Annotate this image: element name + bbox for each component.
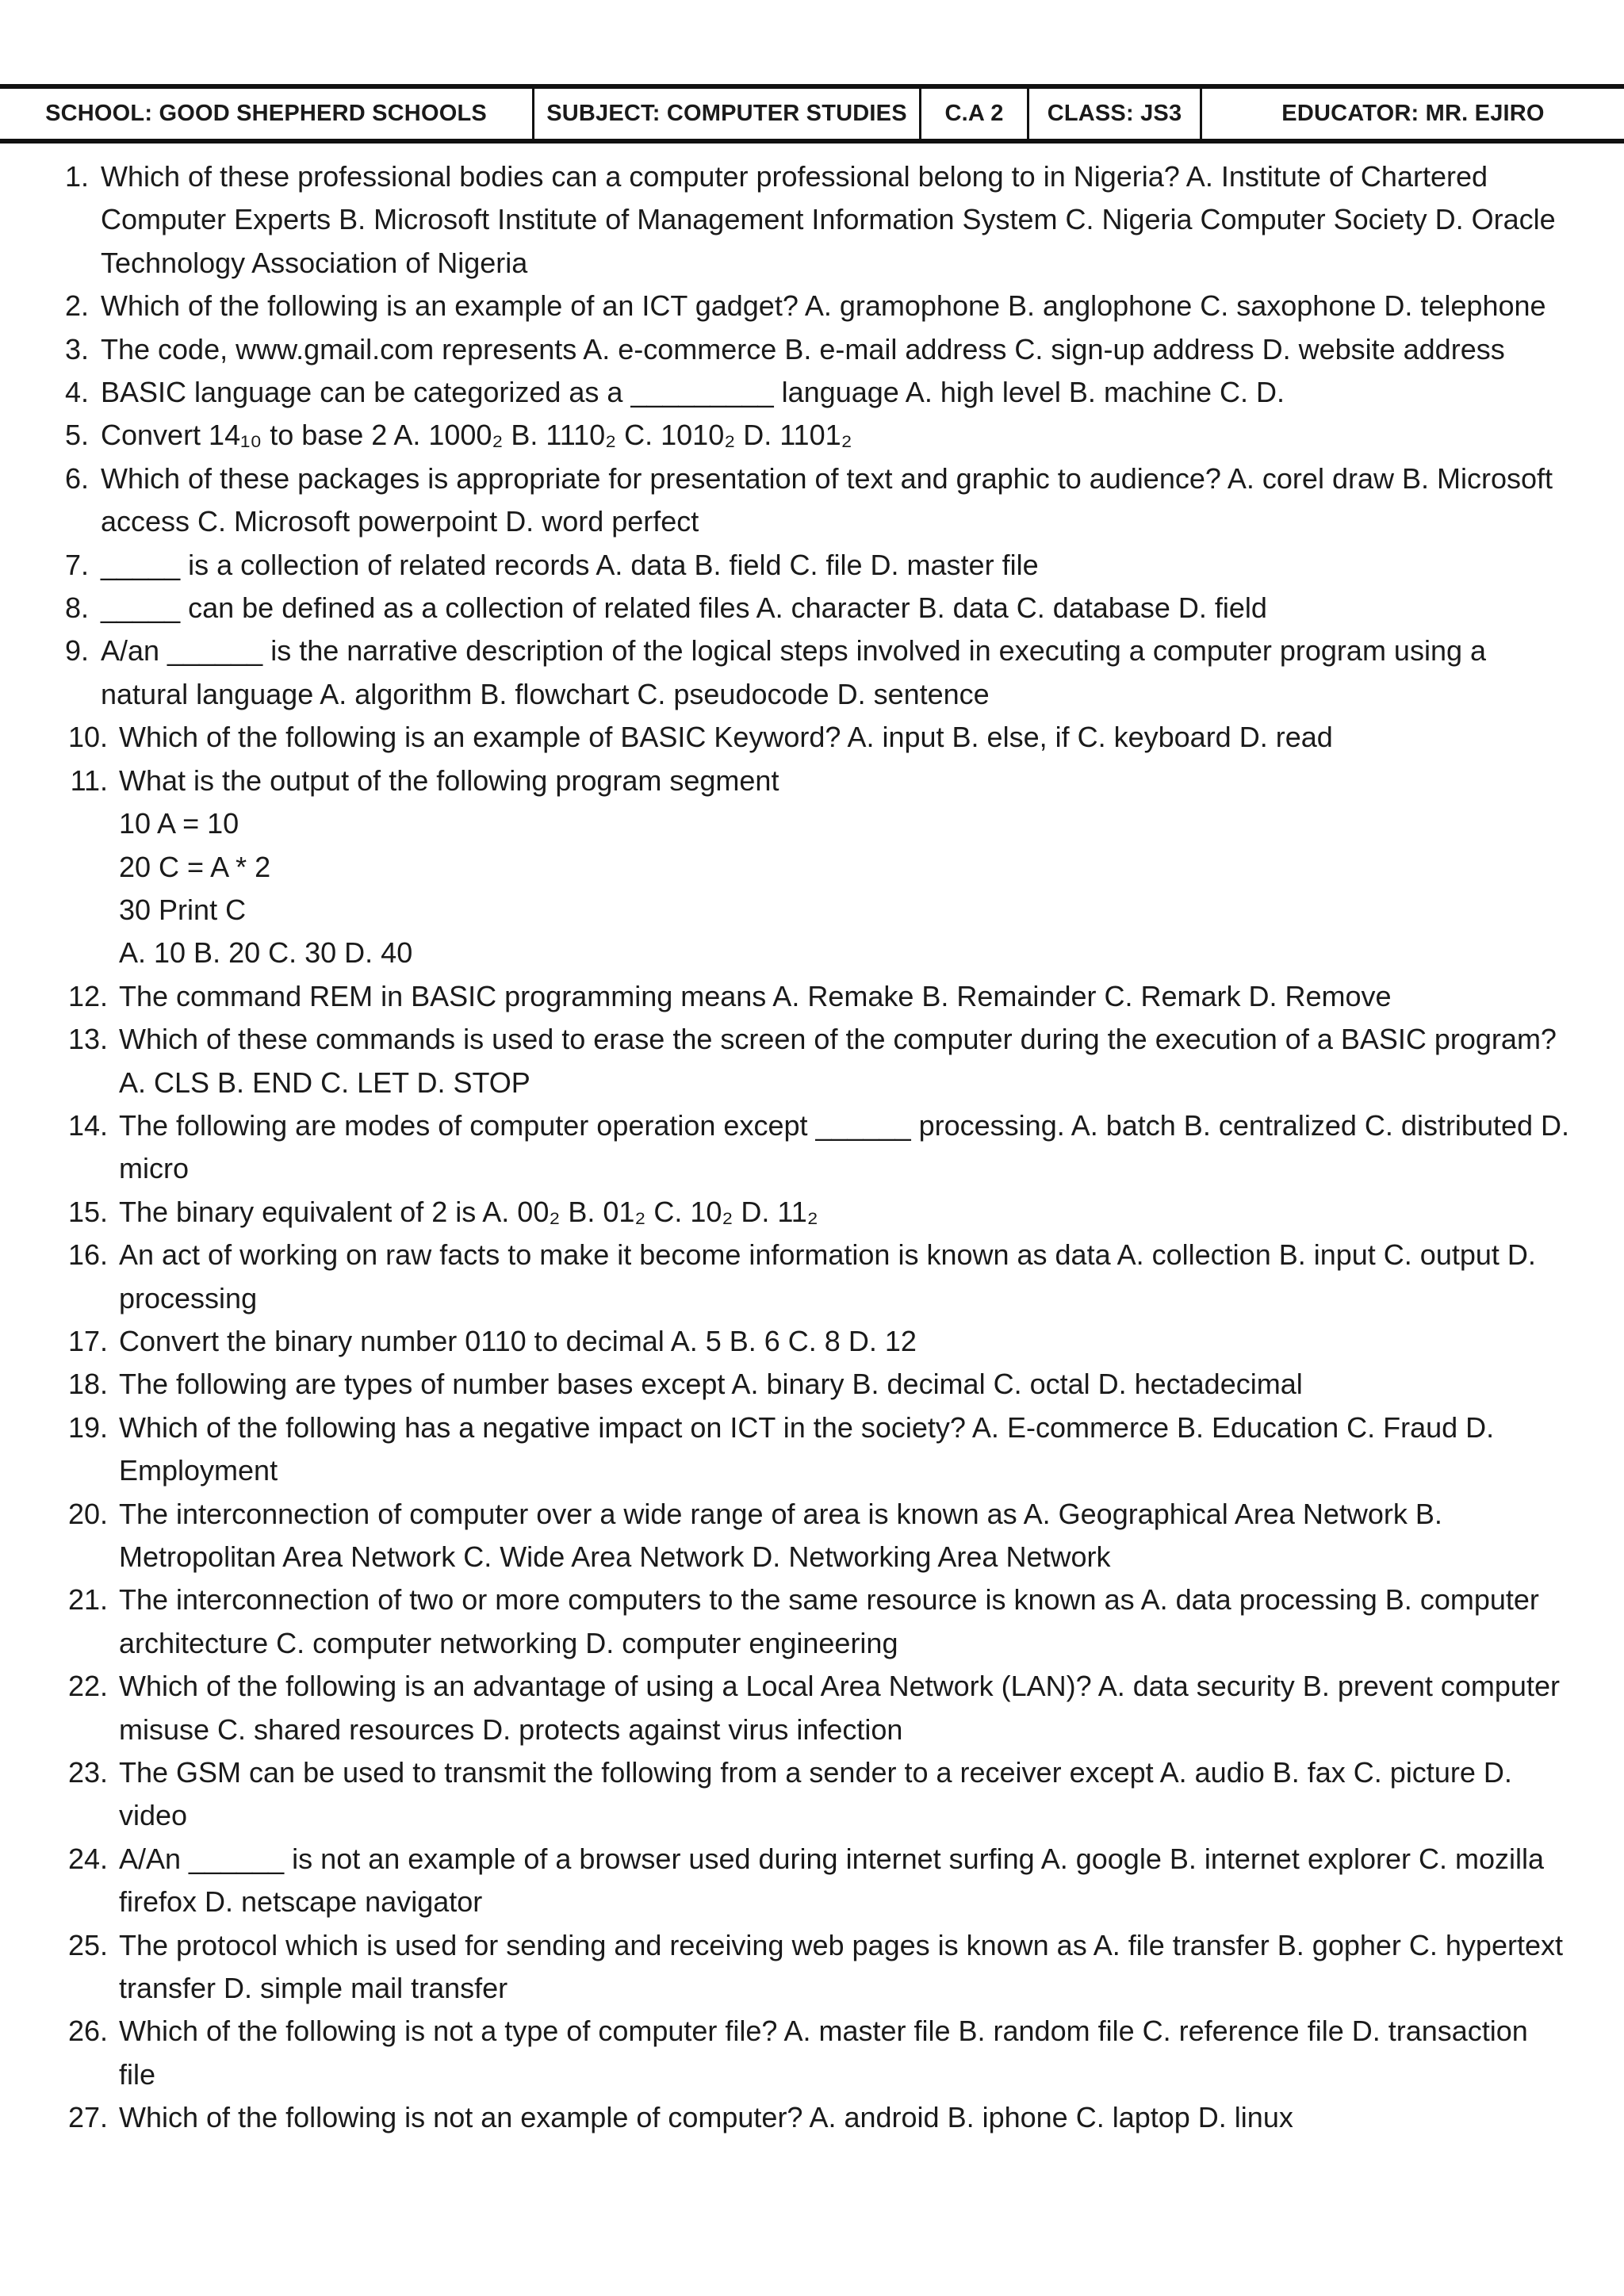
question-item	[57, 587, 1572, 629]
question-text: Which of these professional bodies can a computer professional belong to in Nigeria? A. Institute of Chartered Computer Experts B. Microsoft Institute of Management Information System C. Nigeria Computer Society D. Oracle Technology Association of Nigeria	[101, 160, 1556, 279]
question-item	[57, 371, 1572, 414]
question-text: Which of the following is not an example of computer? A. android B. iphone C. laptop D. linux	[119, 2101, 1293, 2134]
question-number: 12.	[67, 979, 108, 1012]
question-item	[57, 1751, 1572, 1838]
question-number: 17.	[67, 1324, 108, 1357]
question-text: Which of the following is an example of an ICT gadget? A. gramophone B. anglophone C. saxophone D. telephone	[101, 289, 1546, 323]
question-text: BASIC language can be categorized as a _________ language A. high level B. machine C. D.	[101, 376, 1285, 409]
question-item	[57, 1493, 1572, 1579]
question-number: 6.	[64, 461, 89, 495]
question-number: 23.	[67, 1756, 108, 1789]
question-text: A/an ______ is the narrative description of the logical steps involved in executing a computer program using a natural language A. algorithm B. flowchart C. pseudocode D. sentence	[101, 634, 1487, 710]
code-line: 30 Print C	[119, 893, 247, 926]
question-number: 13.	[67, 1023, 108, 1056]
question-text: Which of the following is an example of BASIC Keyword? A. input B. else, if C. keyboard D. read	[119, 721, 1333, 754]
question-number: 18.	[67, 1368, 108, 1401]
question-item	[57, 1234, 1572, 1320]
question-text: _____ can be defined as a collection of related files A. character B. data C. database D. field	[101, 591, 1267, 625]
school-cell: SCHOOL: GOOD SHEPHERD SCHOOLS	[0, 89, 534, 139]
question-text: A/An ______ is not an example of a browser used during internet surfing A. google B. internet explorer C. mozilla firefox D. netscape navigator	[119, 1842, 1545, 1919]
question-item	[57, 1924, 1572, 2011]
question-text: The following are modes of computer operation except ______ processing. A. batch B. centralized C. distributed D. micro	[119, 1108, 1570, 1185]
question-item	[57, 1018, 1572, 1104]
question-number: 1.	[64, 160, 89, 193]
question-number: 11.	[70, 763, 108, 797]
question-item	[57, 2010, 1572, 2096]
question-text: An act of working on raw facts to make it become information is known as data A. collection B. input C. output D. processing	[119, 1238, 1536, 1314]
assessment-cell: C.A 2	[921, 89, 1029, 139]
question-text: Which of the following has a negative impact on ICT in the society? A. E-commerce B. Education C. Fraud D. Employment	[119, 1410, 1495, 1487]
question-text: Convert 14₁₀ to base 2 A. 1000₂ B. 1110₂ C. 1010₂ D. 1101₂	[101, 419, 852, 452]
question-item	[57, 760, 1572, 975]
question-number: 5.	[64, 419, 89, 452]
question-list	[57, 155, 1572, 2140]
question-text: Which of the following is an advantage of using a Local Area Network (LAN)? A. data security B. prevent computer misuse C. shared resources D. protects against virus infection	[119, 1670, 1560, 1746]
question-number: 14.	[67, 1108, 108, 1142]
question-item	[57, 716, 1572, 759]
question-item	[57, 629, 1572, 716]
question-item	[57, 457, 1572, 544]
question-item	[57, 544, 1572, 587]
question-text: What is the output of the following program segment	[119, 763, 779, 797]
question-number: 15.	[67, 1195, 108, 1228]
question-number: 16.	[67, 1238, 108, 1272]
question-item	[57, 155, 1572, 285]
question-item	[57, 1191, 1572, 1234]
question-text: The following are types of number bases except A. binary B. decimal C. octal D. hectadecimal	[119, 1368, 1303, 1401]
question-item	[57, 1363, 1572, 1406]
question-number: 4.	[64, 376, 89, 409]
question-text: The binary equivalent of 2 is A. 00₂ B. 01₂ C. 10₂ D. 11₂	[119, 1195, 818, 1228]
question-text: Which of these commands is used to erase the screen of the computer during the execution of a BASIC program? A. CLS B. END C. LET D. STOP	[119, 1023, 1557, 1099]
educator-cell: EDUCATOR: MR. EJIRO	[1281, 101, 1545, 126]
question-item	[57, 328, 1572, 371]
question-item	[57, 1406, 1572, 1493]
class-cell: CLASS: JS3	[1029, 89, 1202, 139]
question-options: A. 10 B. 20 C. 30 D. 40	[119, 936, 413, 970]
question-number: 3.	[64, 332, 89, 365]
question-number: 9.	[64, 634, 89, 668]
code-line: 10 A = 10	[119, 807, 239, 840]
question-number: 2.	[64, 289, 89, 323]
question-number: 22.	[67, 1670, 108, 1703]
question-text: The interconnection of two or more computers to the same resource is known as A. data processing B. computer architecture C. computer networking D. computer engineering	[119, 1583, 1539, 1659]
question-item	[57, 1104, 1572, 1191]
question-item	[57, 285, 1572, 327]
code-line: 20 C = A * 2	[119, 850, 271, 883]
question-item	[57, 1578, 1572, 1665]
subject-cell: SUBJECT: COMPUTER STUDIES	[534, 89, 921, 139]
question-item	[57, 1320, 1572, 1363]
question-item	[57, 414, 1572, 457]
question-number: 26.	[67, 2015, 108, 2048]
question-item	[57, 2096, 1572, 2139]
question-number: 20.	[67, 1497, 108, 1530]
question-number: 24.	[67, 1842, 108, 1875]
question-number: 10.	[67, 721, 108, 754]
question-text: The code, www.gmail.com represents A. e-commerce B. e-mail address C. sign-up address D. website address	[101, 332, 1505, 365]
header-bottom-rule	[0, 139, 1624, 144]
question-number: 7.	[64, 548, 89, 581]
question-number: 8.	[64, 591, 89, 625]
question-text: Which of the following is not a type of computer file? A. master file B. random file C. reference file D. transaction file	[119, 2015, 1528, 2091]
question-number: 27.	[67, 2101, 108, 2134]
header-table	[0, 89, 1624, 139]
question-number: 21.	[67, 1583, 108, 1617]
question-text: The GSM can be used to transmit the following from a sender to a receiver except A. audio B. fax C. picture D. video	[119, 1756, 1512, 1832]
question-text: _____ is a collection of related records A. data B. field C. file D. master file	[101, 548, 1039, 581]
question-number: 19.	[67, 1410, 108, 1444]
question-text: The interconnection of computer over a wide range of area is known as A. Geographical Area Network B. Metropolitan Area Network C. Wide Area Network D. Networking Area Network	[119, 1497, 1442, 1573]
question-item	[57, 1665, 1572, 1751]
question-text: Which of these packages is appropriate for presentation of text and graphic to audience? A. corel draw B. Microsoft access C. Microsoft powerpoint D. word perfect	[101, 461, 1553, 538]
question-text: The protocol which is used for sending and receiving web pages is known as A. file transfer B. gopher C. hypertext transfer D. simple mail transfer	[119, 1928, 1563, 2005]
question-text: The command REM in BASIC programming means A. Remake B. Remainder C. Remark D. Remove	[119, 979, 1392, 1012]
question-text: Convert the binary number 0110 to decimal A. 5 B. 6 C. 8 D. 12	[119, 1324, 917, 1357]
question-item	[57, 1838, 1572, 1924]
question-item	[57, 975, 1572, 1018]
question-number: 25.	[67, 1928, 108, 1961]
